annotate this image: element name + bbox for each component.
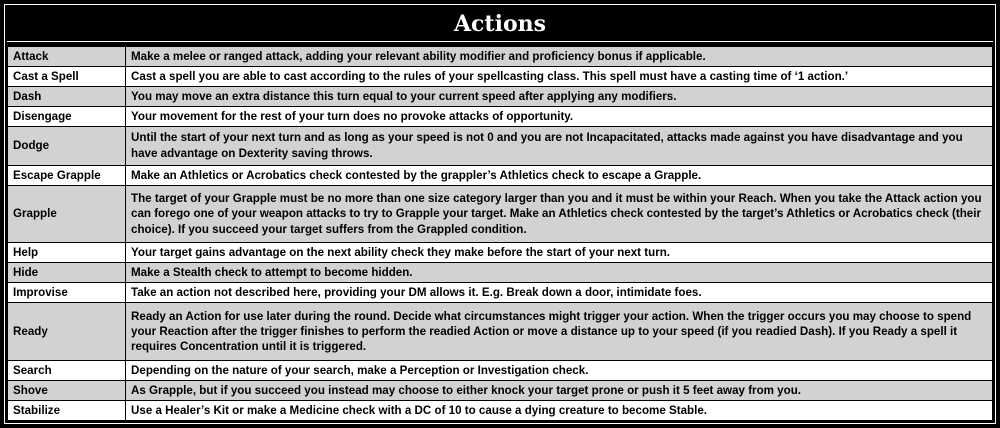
action-description: The target of your Grapple must be no more than one size category larger than you and it must be within your Reach. When you take the Attack action you can forego one of your weapon attacks to try to Grapple your target. Make an Athletics check contested by the target’s Athletics or Acrobatics check (their choice). If you succeed your target suffers from the Grappled condition. (126, 185, 993, 243)
action-description: Depending on the nature of your search, make a Perception or Investigation check. (126, 360, 993, 380)
action-description: Ready an Action for use later during the round. Decide what circumstances might trigger your action. When the trigger occurs you may choose to spend your Reaction after the trigger finishes to perform the readied Action or move a distance up to your speed (if you readied Dash). If you Ready a spell it requires Concentration until it is triggered. (126, 303, 993, 361)
table-row (8, 107, 993, 127)
actions-panel-inner (4, 4, 996, 424)
table-row (8, 127, 993, 166)
action-name: Hide (8, 263, 126, 283)
table-row (8, 263, 993, 283)
action-name: Attack (8, 47, 126, 67)
table-row (8, 380, 993, 400)
action-description: Make a melee or ranged attack, adding your relevant ability modifier and proficiency bonus if applicable. (126, 47, 993, 67)
action-name: Dash (8, 87, 126, 107)
action-description: Cast a spell you are able to cast according to the rules of your spellcasting class. This spell must have a casting time of ‘1 action.’ (126, 67, 993, 87)
action-name: Search (8, 360, 126, 380)
action-description: Until the start of your next turn and as long as your speed is not 0 and you are not Incapacitated, attacks made against you have disadvantage and you have advantage on Dexterity saving throws. (126, 127, 993, 166)
action-name: Help (8, 243, 126, 263)
actions-table (7, 46, 993, 421)
action-name: Shove (8, 380, 126, 400)
action-description: As Grapple, but if you succeed you instead may choose to either knock your target prone or push it 5 feet away from you. (126, 380, 993, 400)
action-name: Dodge (8, 127, 126, 166)
action-name: Escape Grapple (8, 165, 126, 185)
table-row (8, 67, 993, 87)
table-row (8, 360, 993, 380)
action-name: Grapple (8, 185, 126, 243)
action-name: Disengage (8, 107, 126, 127)
action-description: Make a Stealth check to attempt to become hidden. (126, 263, 993, 283)
table-row (8, 303, 993, 361)
action-description: Take an action not described here, providing your DM allows it. E.g. Break down a door, intimidate foes. (126, 283, 993, 303)
action-description: You may move an extra distance this turn equal to your current speed after applying any modifiers. (126, 87, 993, 107)
panel-title: Actions (7, 7, 993, 42)
table-row (8, 165, 993, 185)
table-row (8, 185, 993, 243)
table-row (8, 87, 993, 107)
table-row (8, 400, 993, 420)
action-description: Use a Healer’s Kit or make a Medicine check with a DC of 10 to cause a dying creature to become Stable. (126, 400, 993, 420)
action-name: Improvise (8, 283, 126, 303)
table-row (8, 283, 993, 303)
actions-table-body (8, 47, 993, 421)
action-description: Make an Athletics or Acrobatics check contested by the grappler’s Athletics check to escape a Grapple. (126, 165, 993, 185)
action-name: Stabilize (8, 400, 126, 420)
action-description: Your target gains advantage on the next ability check they make before the start of your next turn. (126, 243, 993, 263)
table-row (8, 243, 993, 263)
action-name: Cast a Spell (8, 67, 126, 87)
action-description: Your movement for the rest of your turn does no provoke attacks of opportunity. (126, 107, 993, 127)
table-row (8, 47, 993, 67)
action-name: Ready (8, 303, 126, 361)
